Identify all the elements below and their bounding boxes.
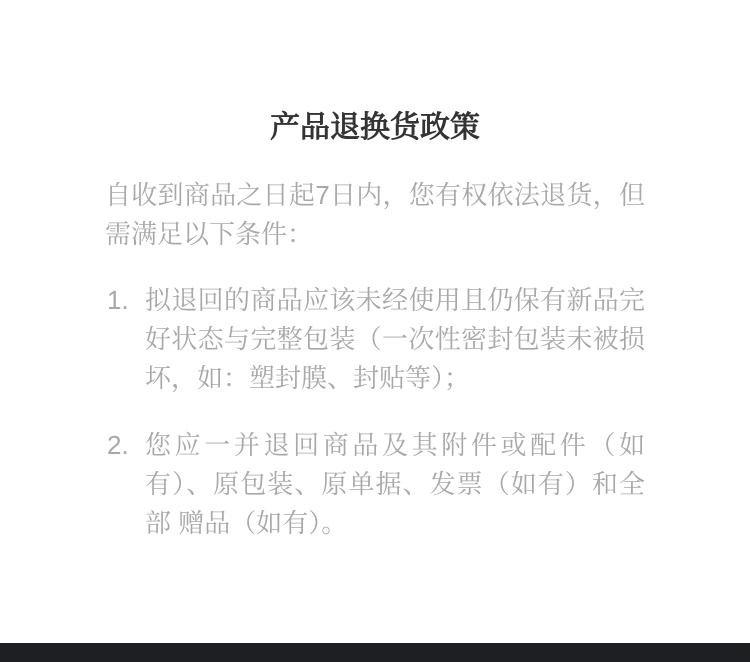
return-policy-document [105, 0, 645, 571]
list-item-text: 您应一并退回商品及其附件或配件（如有）、原包装、原单据、发票（如有）和全部 赠品（如有）。 [145, 430, 645, 538]
list-item-number: 2. [107, 430, 129, 460]
policy-intro-paragraph: 自收到商品之日起7日内，您有权依法退货，但需满足以下条件： [105, 180, 645, 249]
policy-conditions-list [105, 281, 645, 543]
list-item [105, 426, 645, 543]
list-item [105, 281, 645, 398]
list-item-text: 拟退回的商品应该未经使用且仍保有新品完好状态与完整包装（一次性密封包装未被损坏，如：塑封膜、封贴等）； [145, 285, 645, 393]
page-title: 产品退换货政策 [270, 111, 480, 144]
list-item-number: 1. [107, 285, 129, 315]
bottom-bar [0, 643, 750, 662]
